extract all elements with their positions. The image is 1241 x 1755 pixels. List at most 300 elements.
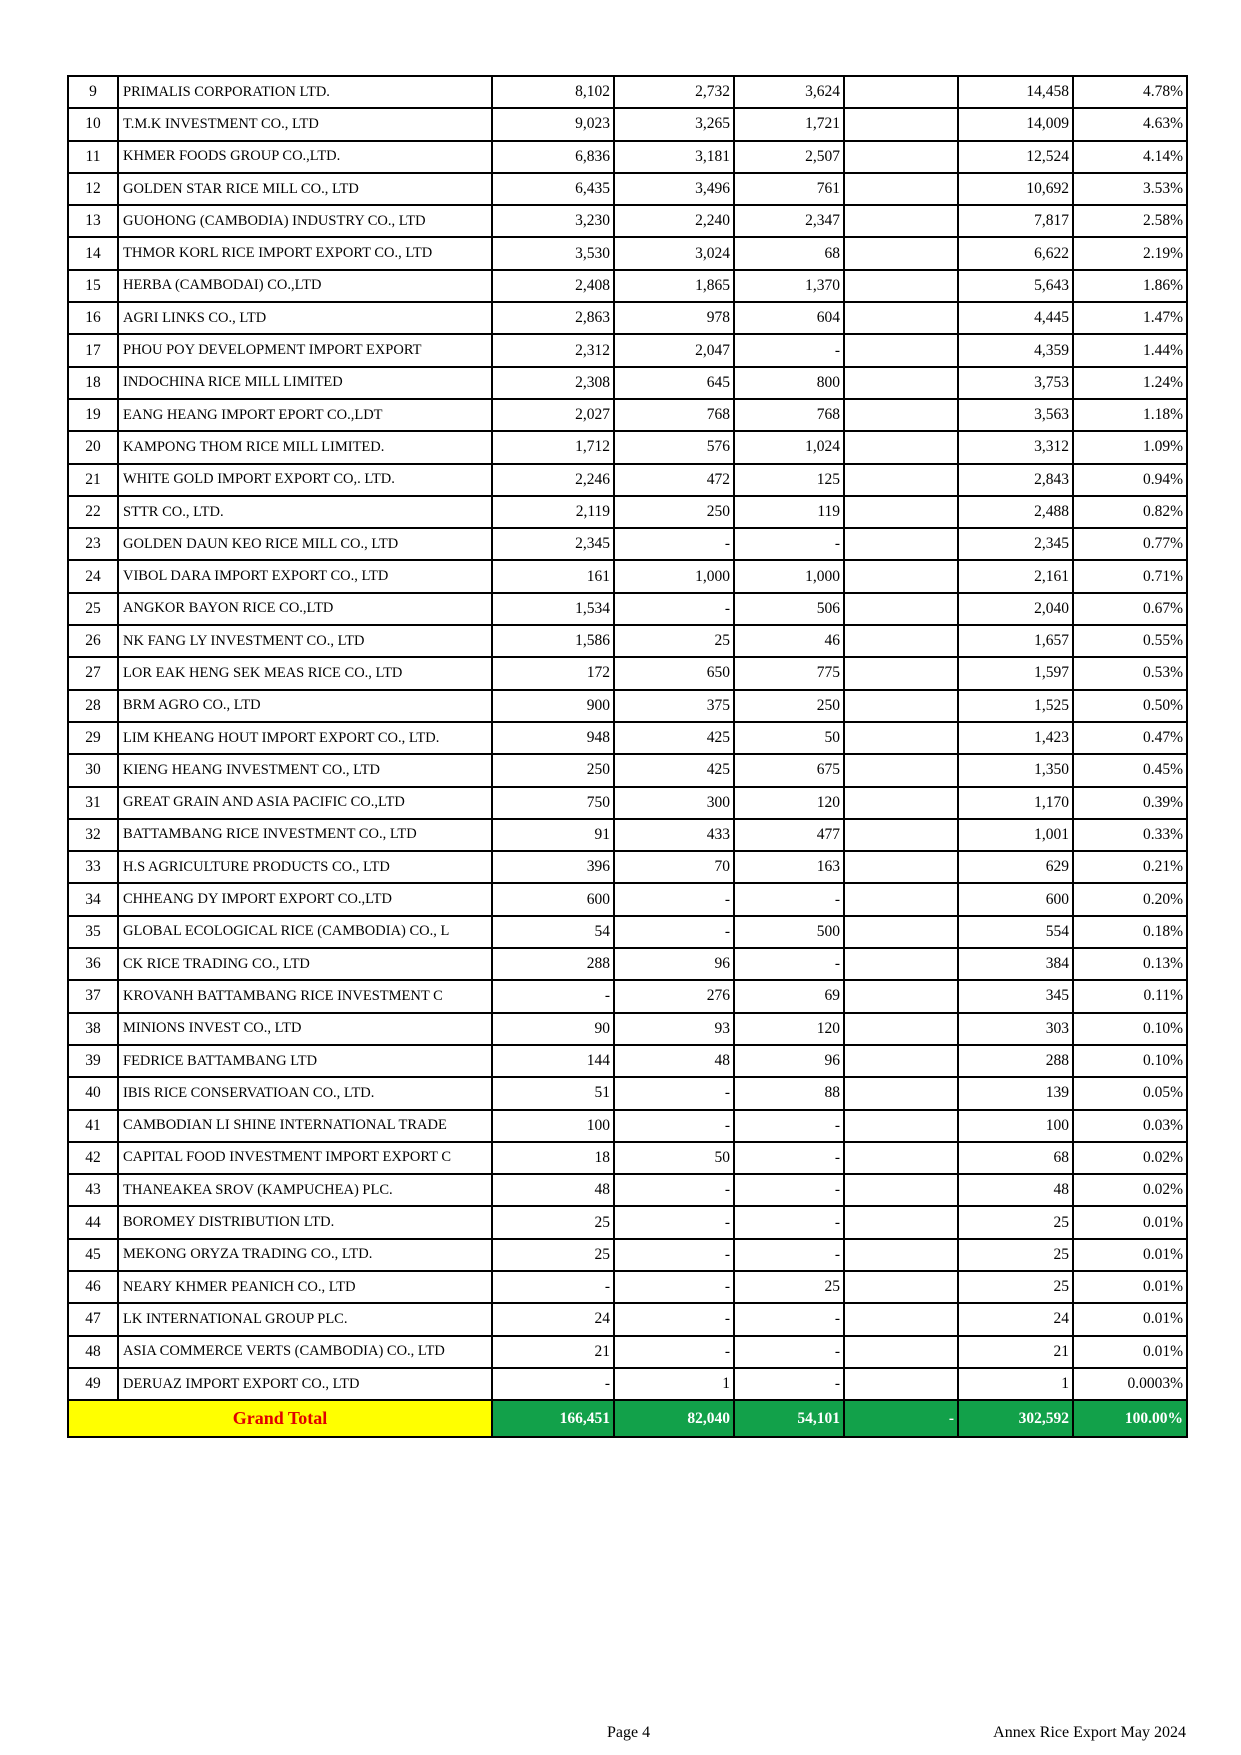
col4-value <box>844 657 958 689</box>
table-row <box>68 237 1187 269</box>
col3-value: 69 <box>734 980 844 1012</box>
col4-value <box>844 1206 958 1238</box>
col1-value: 172 <box>492 657 614 689</box>
col1-value: - <box>492 1271 614 1303</box>
total-value: 14,009 <box>958 108 1073 140</box>
col3-value: 604 <box>734 302 844 334</box>
table-row <box>68 1142 1187 1174</box>
col4-value <box>844 108 958 140</box>
col1-value: 288 <box>492 948 614 980</box>
grand-total-row <box>68 1400 1187 1437</box>
table-row <box>68 1077 1187 1109</box>
percent-value: 1.18% <box>1073 399 1187 431</box>
col3-value: 775 <box>734 657 844 689</box>
col1-value: 948 <box>492 722 614 754</box>
col3-value: 477 <box>734 819 844 851</box>
col1-value: 1,712 <box>492 431 614 463</box>
col4-value <box>844 1368 958 1400</box>
col1-value: 9,023 <box>492 108 614 140</box>
table-row <box>68 464 1187 496</box>
col3-value: 2,507 <box>734 141 844 173</box>
row-number: 27 <box>68 657 118 689</box>
col3-value: 1,721 <box>734 108 844 140</box>
table-row <box>68 141 1187 173</box>
table-row <box>68 593 1187 625</box>
col1-value: 2,863 <box>492 302 614 334</box>
col2-value: 276 <box>614 980 734 1012</box>
row-number: 41 <box>68 1110 118 1142</box>
col2-value: - <box>614 1336 734 1368</box>
col1-value: 3,230 <box>492 205 614 237</box>
percent-value: 0.01% <box>1073 1239 1187 1271</box>
percent-value: 0.45% <box>1073 754 1187 786</box>
col2-value: 93 <box>614 1013 734 1045</box>
company-name: KAMPONG THOM RICE MILL LIMITED. <box>118 431 492 463</box>
col1-value: 2,027 <box>492 399 614 431</box>
col3-value: 120 <box>734 1013 844 1045</box>
total-value: 2,843 <box>958 464 1073 496</box>
percent-value: 0.0003% <box>1073 1368 1187 1400</box>
total-value: 25 <box>958 1239 1073 1271</box>
percent-value: 2.19% <box>1073 237 1187 269</box>
row-number: 19 <box>68 399 118 431</box>
col3-value: - <box>734 1368 844 1400</box>
col1-value: 6,836 <box>492 141 614 173</box>
col4-value <box>844 980 958 1012</box>
percent-value: 0.33% <box>1073 819 1187 851</box>
percent-value: 1.24% <box>1073 367 1187 399</box>
company-name: MINIONS INVEST CO., LTD <box>118 1013 492 1045</box>
company-name: WHITE GOLD IMPORT EXPORT CO,. LTD. <box>118 464 492 496</box>
total-value: 14,458 <box>958 76 1073 108</box>
col1-value: 2,246 <box>492 464 614 496</box>
col2-value: - <box>614 1077 734 1109</box>
table-row <box>68 1303 1187 1335</box>
col1-value: 25 <box>492 1239 614 1271</box>
row-number: 9 <box>68 76 118 108</box>
table-row <box>68 1174 1187 1206</box>
table-row <box>68 108 1187 140</box>
company-name: PHOU POY DEVELOPMENT IMPORT EXPORT <box>118 334 492 366</box>
company-name: KROVANH BATTAMBANG RICE INVESTMENT C <box>118 980 492 1012</box>
col4-value <box>844 173 958 205</box>
table-row <box>68 528 1187 560</box>
total-value: 1,597 <box>958 657 1073 689</box>
col3-value: 800 <box>734 367 844 399</box>
col2-value: 1,000 <box>614 560 734 592</box>
col4-value <box>844 754 958 786</box>
grand-total-col1: 166,451 <box>492 1400 614 1437</box>
col3-value: 500 <box>734 916 844 948</box>
total-value: 21 <box>958 1336 1073 1368</box>
table-body <box>68 76 1187 1400</box>
company-name: IBIS RICE CONSERVATIOAN CO., LTD. <box>118 1077 492 1109</box>
total-value: 1,423 <box>958 722 1073 754</box>
row-number: 32 <box>68 819 118 851</box>
col4-value <box>844 851 958 883</box>
col4-value <box>844 76 958 108</box>
grand-total-col4: - <box>844 1400 958 1437</box>
col4-value <box>844 496 958 528</box>
percent-value: 0.05% <box>1073 1077 1187 1109</box>
col2-value: 2,240 <box>614 205 734 237</box>
col4-value <box>844 690 958 722</box>
table-row <box>68 819 1187 851</box>
col2-value: 425 <box>614 754 734 786</box>
row-number: 34 <box>68 883 118 915</box>
col4-value <box>844 560 958 592</box>
col2-value: 3,265 <box>614 108 734 140</box>
col4-value <box>844 431 958 463</box>
col3-value: 50 <box>734 722 844 754</box>
row-number: 21 <box>68 464 118 496</box>
col4-value <box>844 1239 958 1271</box>
table-row <box>68 1239 1187 1271</box>
col2-value: 1,865 <box>614 270 734 302</box>
percent-value: 0.39% <box>1073 787 1187 819</box>
col1-value: 2,408 <box>492 270 614 302</box>
total-value: 5,643 <box>958 270 1073 302</box>
col1-value: 1,586 <box>492 625 614 657</box>
percent-value: 0.94% <box>1073 464 1187 496</box>
company-name: MEKONG ORYZA TRADING CO., LTD. <box>118 1239 492 1271</box>
col2-value: 375 <box>614 690 734 722</box>
col1-value: 750 <box>492 787 614 819</box>
table-row <box>68 625 1187 657</box>
col3-value: - <box>734 1110 844 1142</box>
total-value: 4,445 <box>958 302 1073 334</box>
total-value: 12,524 <box>958 141 1073 173</box>
table-row <box>68 883 1187 915</box>
col2-value: 1 <box>614 1368 734 1400</box>
row-number: 24 <box>68 560 118 592</box>
col2-value: 3,496 <box>614 173 734 205</box>
col4-value <box>844 237 958 269</box>
company-name: LK INTERNATIONAL GROUP PLC. <box>118 1303 492 1335</box>
total-value: 1 <box>958 1368 1073 1400</box>
col2-value: 978 <box>614 302 734 334</box>
total-value: 600 <box>958 883 1073 915</box>
col3-value: - <box>734 1142 844 1174</box>
col3-value: - <box>734 1174 844 1206</box>
col2-value: 3,024 <box>614 237 734 269</box>
col3-value: - <box>734 948 844 980</box>
rice-export-table <box>67 75 1188 1438</box>
col4-value <box>844 1271 958 1303</box>
table-row <box>68 1368 1187 1400</box>
col2-value: 70 <box>614 851 734 883</box>
col4-value <box>844 1336 958 1368</box>
table-row <box>68 1110 1187 1142</box>
table-row <box>68 1013 1187 1045</box>
col4-value <box>844 1077 958 1109</box>
company-name: HERBA (CAMBODAI) CO.,LTD <box>118 270 492 302</box>
col3-value: 46 <box>734 625 844 657</box>
col4-value <box>844 1142 958 1174</box>
percent-value: 0.47% <box>1073 722 1187 754</box>
company-name: EANG HEANG IMPORT EPORT CO.,LDT <box>118 399 492 431</box>
page-number: Page 4 <box>607 1724 651 1741</box>
total-value: 1,657 <box>958 625 1073 657</box>
row-number: 18 <box>68 367 118 399</box>
total-value: 303 <box>958 1013 1073 1045</box>
total-value: 345 <box>958 980 1073 1012</box>
col2-value: 650 <box>614 657 734 689</box>
percent-value: 1.44% <box>1073 334 1187 366</box>
company-name: LIM KHEANG HOUT IMPORT EXPORT CO., LTD. <box>118 722 492 754</box>
company-name: BATTAMBANG RICE INVESTMENT CO., LTD <box>118 819 492 851</box>
grand-total-label: Grand Total <box>68 1400 492 1437</box>
col1-value: 54 <box>492 916 614 948</box>
row-number: 33 <box>68 851 118 883</box>
col2-value: 96 <box>614 948 734 980</box>
percent-value: 0.53% <box>1073 657 1187 689</box>
row-number: 28 <box>68 690 118 722</box>
percent-value: 0.01% <box>1073 1206 1187 1238</box>
percent-value: 0.02% <box>1073 1142 1187 1174</box>
col1-value: 900 <box>492 690 614 722</box>
total-value: 25 <box>958 1271 1073 1303</box>
row-number: 44 <box>68 1206 118 1238</box>
table-row <box>68 1271 1187 1303</box>
table-row <box>68 205 1187 237</box>
row-number: 29 <box>68 722 118 754</box>
table-row <box>68 722 1187 754</box>
total-value: 100 <box>958 1110 1073 1142</box>
col3-value: 1,024 <box>734 431 844 463</box>
col2-value: - <box>614 1303 734 1335</box>
percent-value: 0.18% <box>1073 916 1187 948</box>
col2-value: 576 <box>614 431 734 463</box>
percent-value: 0.11% <box>1073 980 1187 1012</box>
row-number: 35 <box>68 916 118 948</box>
col2-value: 472 <box>614 464 734 496</box>
table-row <box>68 690 1187 722</box>
total-value: 2,161 <box>958 560 1073 592</box>
col4-value <box>844 1110 958 1142</box>
table-row <box>68 334 1187 366</box>
col3-value: - <box>734 883 844 915</box>
table-row <box>68 787 1187 819</box>
percent-value: 0.20% <box>1073 883 1187 915</box>
percent-value: 0.02% <box>1073 1174 1187 1206</box>
grand-total-percent: 100.00% <box>1073 1400 1187 1437</box>
col2-value: 2,732 <box>614 76 734 108</box>
table-row <box>68 948 1187 980</box>
table-row <box>68 1045 1187 1077</box>
col1-value: 600 <box>492 883 614 915</box>
col4-value <box>844 916 958 948</box>
total-value: 1,170 <box>958 787 1073 819</box>
percent-value: 4.14% <box>1073 141 1187 173</box>
col2-value: 50 <box>614 1142 734 1174</box>
company-name: GREAT GRAIN AND ASIA PACIFIC CO.,LTD <box>118 787 492 819</box>
row-number: 15 <box>68 270 118 302</box>
table-row <box>68 270 1187 302</box>
company-name: ANGKOR BAYON RICE CO.,LTD <box>118 593 492 625</box>
row-number: 26 <box>68 625 118 657</box>
total-value: 2,488 <box>958 496 1073 528</box>
company-name: NEARY KHMER PEANICH CO., LTD <box>118 1271 492 1303</box>
percent-value: 0.21% <box>1073 851 1187 883</box>
company-name: KHMER FOODS GROUP CO.,LTD. <box>118 141 492 173</box>
col1-value: 18 <box>492 1142 614 1174</box>
col3-value: 25 <box>734 1271 844 1303</box>
col3-value: - <box>734 1303 844 1335</box>
col2-value: - <box>614 528 734 560</box>
col3-value: 120 <box>734 787 844 819</box>
company-name: GOLDEN DAUN KEO RICE MILL CO., LTD <box>118 528 492 560</box>
company-name: GOLDEN STAR RICE MILL CO., LTD <box>118 173 492 205</box>
percent-value: 1.47% <box>1073 302 1187 334</box>
percent-value: 0.82% <box>1073 496 1187 528</box>
table-row <box>68 754 1187 786</box>
row-number: 14 <box>68 237 118 269</box>
table-row <box>68 1336 1187 1368</box>
percent-value: 1.09% <box>1073 431 1187 463</box>
table-row <box>68 399 1187 431</box>
col1-value: - <box>492 980 614 1012</box>
col3-value: - <box>734 1239 844 1271</box>
company-name: PRIMALIS CORPORATION LTD. <box>118 76 492 108</box>
col1-value: 100 <box>492 1110 614 1142</box>
col2-value: 300 <box>614 787 734 819</box>
col3-value: 2,347 <box>734 205 844 237</box>
total-value: 24 <box>958 1303 1073 1335</box>
row-number: 12 <box>68 173 118 205</box>
col3-value: - <box>734 1336 844 1368</box>
grand-total-total: 302,592 <box>958 1400 1073 1437</box>
percent-value: 0.01% <box>1073 1271 1187 1303</box>
col2-value: 250 <box>614 496 734 528</box>
table-row <box>68 560 1187 592</box>
col3-value: 96 <box>734 1045 844 1077</box>
row-number: 16 <box>68 302 118 334</box>
company-name: ASIA COMMERCE VERTS (CAMBODIA) CO., LTD <box>118 1336 492 1368</box>
row-number: 22 <box>68 496 118 528</box>
company-name: GUOHONG (CAMBODIA) INDUSTRY CO., LTD <box>118 205 492 237</box>
col1-value: 144 <box>492 1045 614 1077</box>
col1-value: 250 <box>492 754 614 786</box>
total-value: 288 <box>958 1045 1073 1077</box>
row-number: 30 <box>68 754 118 786</box>
col3-value: 506 <box>734 593 844 625</box>
col2-value: - <box>614 916 734 948</box>
percent-value: 1.86% <box>1073 270 1187 302</box>
col3-value: 768 <box>734 399 844 431</box>
col2-value: - <box>614 883 734 915</box>
percent-value: 0.10% <box>1073 1013 1187 1045</box>
col4-value <box>844 464 958 496</box>
company-name: THANEAKEA SROV (KAMPUCHEA) PLC. <box>118 1174 492 1206</box>
total-value: 3,563 <box>958 399 1073 431</box>
col3-value: 761 <box>734 173 844 205</box>
col3-value: 1,370 <box>734 270 844 302</box>
row-number: 23 <box>68 528 118 560</box>
total-value: 1,001 <box>958 819 1073 851</box>
company-name: BOROMEY DISTRIBUTION LTD. <box>118 1206 492 1238</box>
percent-value: 0.10% <box>1073 1045 1187 1077</box>
row-number: 31 <box>68 787 118 819</box>
col1-value: 2,345 <box>492 528 614 560</box>
company-name: CAMBODIAN LI SHINE INTERNATIONAL TRADE <box>118 1110 492 1142</box>
col3-value: - <box>734 528 844 560</box>
total-value: 629 <box>958 851 1073 883</box>
col1-value: 396 <box>492 851 614 883</box>
col4-value <box>844 367 958 399</box>
table-row <box>68 76 1187 108</box>
col1-value: 2,119 <box>492 496 614 528</box>
col4-value <box>844 819 958 851</box>
total-value: 554 <box>958 916 1073 948</box>
company-name: VIBOL DARA IMPORT EXPORT CO., LTD <box>118 560 492 592</box>
table-row <box>68 916 1187 948</box>
col1-value: - <box>492 1368 614 1400</box>
col2-value: - <box>614 593 734 625</box>
percent-value: 4.78% <box>1073 76 1187 108</box>
company-name: AGRI LINKS CO., LTD <box>118 302 492 334</box>
col4-value <box>844 528 958 560</box>
company-name: STTR CO., LTD. <box>118 496 492 528</box>
grand-total-col3: 54,101 <box>734 1400 844 1437</box>
col1-value: 161 <box>492 560 614 592</box>
col4-value <box>844 787 958 819</box>
col4-value <box>844 883 958 915</box>
row-number: 38 <box>68 1013 118 1045</box>
total-value: 48 <box>958 1174 1073 1206</box>
company-name: KIENG HEANG INVESTMENT CO., LTD <box>118 754 492 786</box>
company-name: FEDRICE BATTAMBANG LTD <box>118 1045 492 1077</box>
col4-value <box>844 270 958 302</box>
percent-value: 3.53% <box>1073 173 1187 205</box>
percent-value: 0.13% <box>1073 948 1187 980</box>
col3-value: - <box>734 1206 844 1238</box>
col2-value: 25 <box>614 625 734 657</box>
col2-value: 48 <box>614 1045 734 1077</box>
col4-value <box>844 948 958 980</box>
col4-value <box>844 334 958 366</box>
total-value: 1,525 <box>958 690 1073 722</box>
company-name: LOR EAK HENG SEK MEAS RICE CO., LTD <box>118 657 492 689</box>
col2-value: 3,181 <box>614 141 734 173</box>
col3-value: 675 <box>734 754 844 786</box>
row-number: 46 <box>68 1271 118 1303</box>
col1-value: 6,435 <box>492 173 614 205</box>
total-value: 4,359 <box>958 334 1073 366</box>
col2-value: - <box>614 1110 734 1142</box>
total-value: 6,622 <box>958 237 1073 269</box>
percent-value: 0.01% <box>1073 1336 1187 1368</box>
table-row <box>68 431 1187 463</box>
col4-value <box>844 141 958 173</box>
col3-value: 1,000 <box>734 560 844 592</box>
col3-value: 119 <box>734 496 844 528</box>
total-value: 1,350 <box>958 754 1073 786</box>
row-number: 10 <box>68 108 118 140</box>
col3-value: 250 <box>734 690 844 722</box>
col2-value: - <box>614 1206 734 1238</box>
col2-value: 645 <box>614 367 734 399</box>
col1-value: 51 <box>492 1077 614 1109</box>
company-name: CHHEANG DY IMPORT EXPORT CO.,LTD <box>118 883 492 915</box>
company-name: T.M.K INVESTMENT CO., LTD <box>118 108 492 140</box>
table-row <box>68 367 1187 399</box>
company-name: THMOR KORL RICE IMPORT EXPORT CO., LTD <box>118 237 492 269</box>
table-row <box>68 496 1187 528</box>
col1-value: 91 <box>492 819 614 851</box>
company-name: CAPITAL FOOD INVESTMENT IMPORT EXPORT C <box>118 1142 492 1174</box>
table-row <box>68 980 1187 1012</box>
